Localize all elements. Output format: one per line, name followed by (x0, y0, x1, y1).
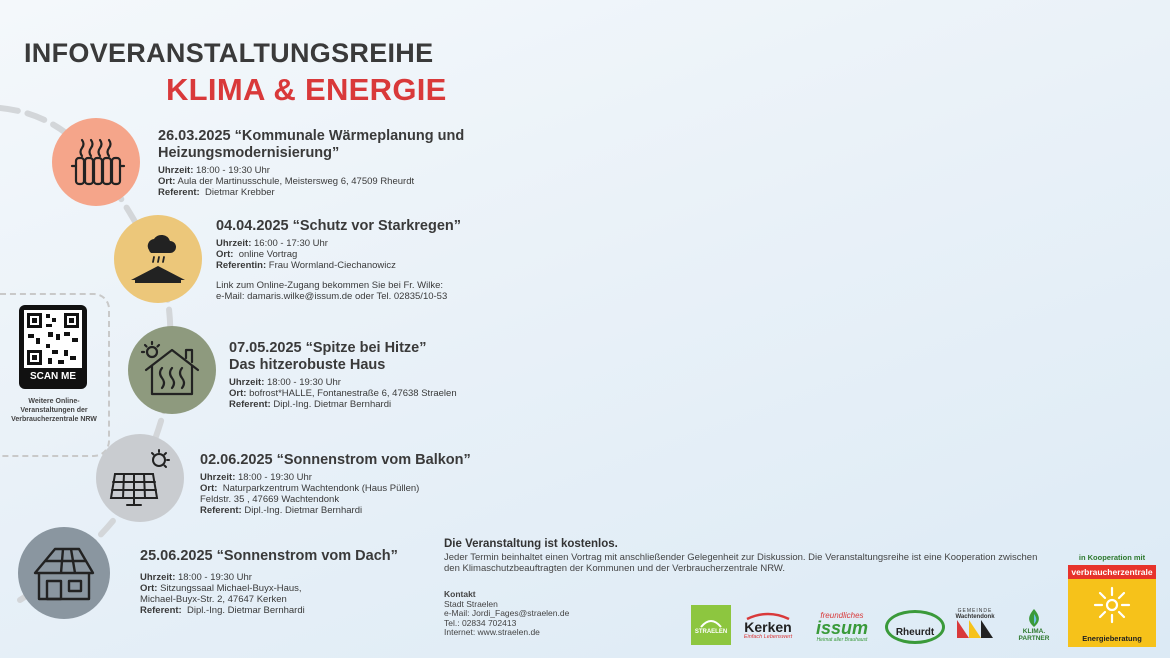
rain-house-icon (127, 228, 189, 290)
event-4-title: “Sonnenstrom vom Balkon” (276, 452, 471, 468)
kooperation-label: in Kooperation mit (1078, 553, 1146, 562)
issum-logo: freundliches issum Heimat aller Brauhaust (815, 610, 869, 643)
event-5-details: Uhrzeit: 18:00 - 19:30 Uhr Ort: Sitzungssaal Michael-Buyx-Haus, Michael-Buyx-Str. 2, 47647 Kerken Referent: Dipl.-Ing. Dietmar Bernhardi (140, 572, 305, 616)
radiator-icon (66, 132, 126, 192)
event-5-title: “Sonnenstrom vom Dach” (216, 548, 398, 564)
event-1-circle (52, 118, 140, 206)
contact-heading: Kontakt (444, 589, 476, 599)
event-5-date: 25.06.2025 (140, 548, 213, 564)
contact-block: Kontakt Stadt Straelen e-Mail: Jordi_Fages@straelen.de Tel.: 02834 702413 Internet: www.straelen.de (444, 589, 570, 637)
event-2-heading (216, 218, 536, 235)
wachtendonk-logo: GEMEINDE Wachtendonk (952, 608, 998, 646)
event-2-details: Uhrzeit: 16:00 - 17:30 Uhr Ort: online Vortrag Referentin: Frau Wormland-Ciechanowicz (216, 238, 396, 271)
event-4-date: 02.06.2025 (200, 452, 273, 468)
event-1-title: “Kommunale Wärmeplanung und Heizungsmodernisierung” (158, 128, 465, 161)
kerken-logo: Kerken Einfach Lebenswert (737, 608, 799, 644)
qr-pattern (24, 310, 82, 368)
leaf-drop-icon (1024, 608, 1044, 628)
vz-label: verbraucherzentrale (1068, 565, 1156, 579)
event-3-title: “Spitze bei Hitze” (305, 340, 427, 356)
sun-icon (1092, 585, 1132, 625)
event-1-date: 26.03.2025 (158, 128, 231, 144)
event-3-details: Uhrzeit: 18:00 - 19:30 Uhr Ort: bofrost*HALLE, Fontanestraße 6, 47638 Straelen Referent: Dipl.-Ing. Dietmar Bernhardi (229, 377, 457, 410)
event-1-details: Uhrzeit: 18:00 - 19:30 Uhr Ort: Aula der Martinusschule, Meistersweg 6, 47509 Rheurdt Referent: Dietmar Krebber (158, 165, 415, 198)
title-line1: INFOVERANSTALTUNGSREIHE (24, 38, 434, 68)
event-4-details: Uhrzeit: 18:00 - 19:30 Uhr Ort: Naturparkzentrum Wachtendonk (Haus Püllen) Feldstr. 35 , 47669 Wachtendonk Referent: Dipl.-Ing. Dietmar Bernhardi (200, 472, 420, 516)
event-3 (229, 340, 549, 410)
free-notice: Die Veranstaltung ist kostenlos. (444, 538, 618, 550)
info-text: Jeder Termin beinhaltet einen Vortrag mit anschließender Gelegenheit zur Diskussion. Die Veranstaltungsreihe ist eine Kooperation zwischen den Klimaschutzbeauftragten der Kommunen und der Verbraucherzentrale NRW. (444, 552, 1038, 574)
qr-code[interactable] (19, 305, 87, 389)
contact-website[interactable]: Internet: www.straelen.de (444, 627, 540, 637)
event-5 (140, 548, 440, 616)
event-1 (158, 128, 488, 198)
info-block (444, 538, 1044, 574)
event-4-circle (96, 434, 184, 522)
event-5-circle (18, 527, 110, 619)
event-1-heading (158, 128, 488, 162)
wachtendonk-emblem-icon (955, 620, 995, 638)
event-3-heading (229, 340, 549, 357)
event-3-circle (128, 326, 216, 414)
scan-me-label: SCAN ME (29, 371, 77, 382)
energieberatung-label: Energieberatung (1082, 634, 1142, 643)
event-2-date: 04.04.2025 (216, 218, 289, 234)
klimapartner-logo: KLIMA. PARTNER (1005, 604, 1063, 646)
title-line2: KLIMA & ENERGIE (166, 72, 447, 107)
verbraucherzentrale-logo (1068, 565, 1156, 647)
event-3-date: 07.05.2025 (229, 340, 302, 356)
event-2 (216, 218, 536, 302)
solar-roof-icon (31, 543, 97, 603)
event-2-circle (114, 215, 202, 303)
event-3-subtitle: Das hitzerobuste Haus (229, 357, 386, 373)
event-4 (200, 452, 520, 516)
rheurdt-logo: Rheurdt (885, 610, 945, 644)
contact-email[interactable]: e-Mail: Jordi_Fages@straelen.de (444, 608, 570, 618)
straelen-logo: STRAELEN (691, 605, 731, 645)
solar-panel-icon (107, 448, 173, 508)
event-4-heading (200, 452, 520, 469)
event-5-heading (140, 548, 440, 565)
heat-house-icon (140, 340, 204, 400)
qr-caption: Weitere Online-Veranstaltungen der Verbraucherzentrale NRW (11, 398, 97, 423)
event-2-online-info: Link zum Online-Zugang bekommen Sie bei Fr. Wilke: e-Mail: damaris.wilke@issum.de oder Tel. 02835/10-53 (216, 280, 448, 302)
event-2-title: “Schutz vor Starkregen” (292, 218, 462, 234)
